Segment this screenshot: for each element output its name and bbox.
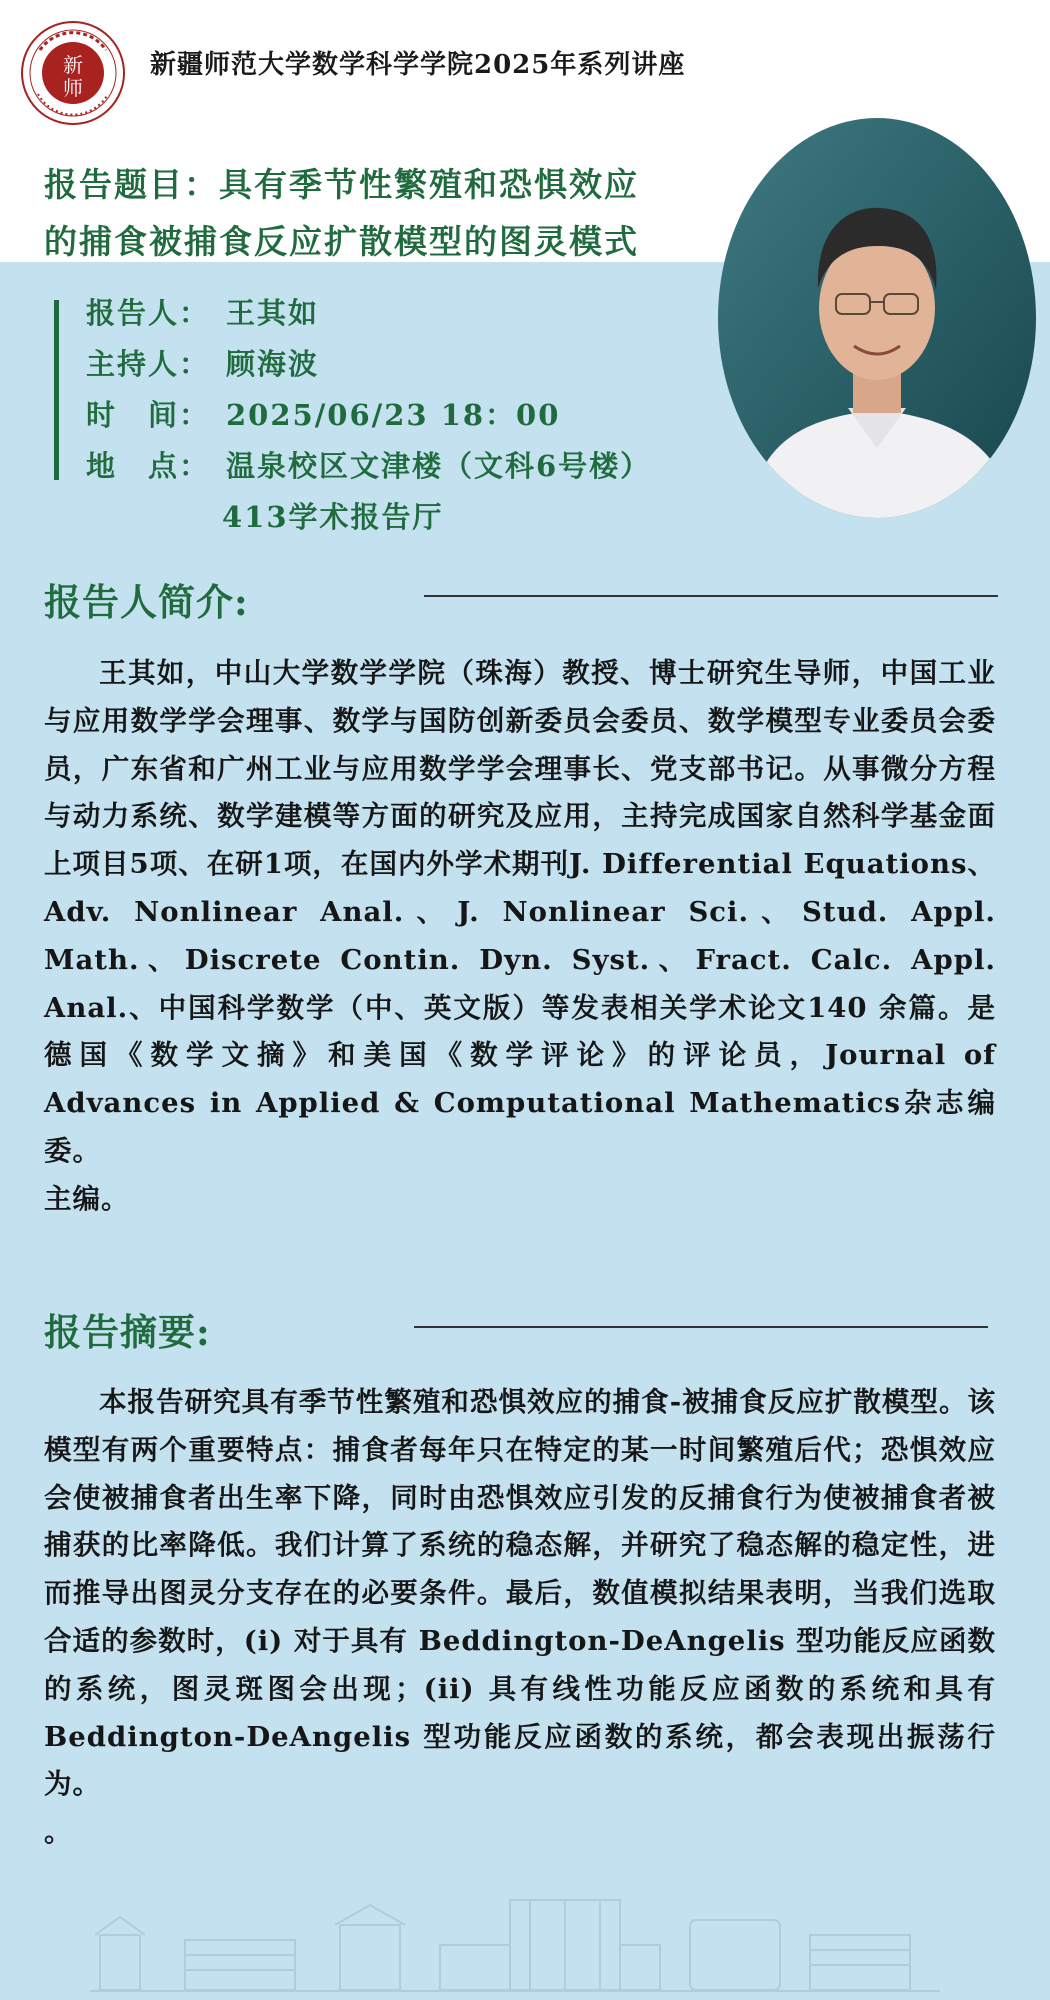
lecture-info	[86, 288, 651, 543]
speaker-label: 报告人：	[86, 296, 211, 330]
campus-skyline-illustration	[90, 1895, 940, 1995]
report-title-line-2: 的捕食被捕食反应扩散模型的图灵模式	[44, 222, 639, 261]
host-value: 顾海波	[226, 347, 320, 381]
bio-heading: 报告人简介:	[44, 580, 249, 624]
abstract-heading-rule	[414, 1326, 988, 1328]
speaker-row	[86, 288, 651, 339]
host-row	[86, 339, 651, 390]
time-value: 2025/06/23 18：00	[226, 398, 561, 432]
bio-text	[44, 650, 996, 1224]
info-accent-bar	[54, 300, 59, 480]
speaker-value: 王其如	[226, 296, 320, 330]
university-logo	[20, 20, 126, 126]
bio-paragraph: 王其如，中山大学数学学院（珠海）教授、博士研究生导师，中国工业与应用数学学会理事、数学与国防创新委员会委员、数学模型专业委员会委员，广东省和广州工业与应用数学学会理事长、党支部书记。从事微分方程与动力系统、数学建模等方面的研究及应用，主持完成国家自然科学基金面上项目5项、在研1项，在国内外学术期刊J. Differential Equations、Adv. Nonlinear Anal.、J. Nonlinear Sci.、Stud. Appl. Math.、Discrete Contin. Dyn. Syst.、Fract. Calc. Appl. Anal.、中国科学数学（中、英文版）等发表相关学术论文140 余篇。是德国《数学文摘》和美国《数学评论》的评论员，Journal of Advances in Applied & Computational Mathematics杂志编委。	[44, 657, 996, 1167]
place-value-line-2: 413学术报告厅	[222, 500, 444, 534]
place-label: 地 点：	[86, 449, 211, 483]
report-title-line-1: 报告题目：具有季节性繁殖和恐惧效应	[44, 165, 639, 204]
bio-tail: 主编。	[44, 1182, 130, 1215]
time-row	[86, 390, 651, 441]
abstract-paragraph: 本报告研究具有季节性繁殖和恐惧效应的捕食-被捕食反应扩散模型。该模型有两个重要特点：捕食者每年只在特定的某一时间繁殖后代；恐惧效应会使被捕食者出生率下降，同时由恐惧效应引发的反捕食行为使被捕食者被捕获的比率降低。我们计算了系统的稳态解，并研究了稳态解的稳定性，进而推导出图灵分支存在的必要条件。最后，数值模拟结果表明，当我们选取合适的参数时，(i) 对于具有 Beddington-DeAngelis 型功能反应函数的系统，图灵斑图会出现；(ii) 具有线性功能反应函数的系统和具有 Beddington-DeAngelis 型功能反应函数的系统，都会表现出振荡行为。	[44, 1386, 996, 1801]
host-label: 主持人：	[86, 347, 211, 381]
place-row-continued	[86, 492, 651, 543]
abstract-heading: 报告摘要:	[44, 1310, 211, 1354]
series-title: 新疆师范大学数学科学学院2025年系列讲座	[150, 50, 686, 80]
logo-mark-char-1: 新	[63, 53, 83, 77]
bio-heading-rule	[424, 595, 998, 597]
abstract-tail: 。	[44, 1816, 73, 1849]
speaker-photo	[718, 118, 1036, 518]
report-title	[44, 156, 724, 270]
place-row	[86, 441, 651, 492]
logo-mark-char-2: 师	[63, 76, 83, 100]
abstract-text	[44, 1379, 996, 1857]
time-label: 时 间：	[86, 398, 211, 432]
place-value-line-1: 温泉校区文津楼（文科6号楼）	[226, 449, 652, 483]
